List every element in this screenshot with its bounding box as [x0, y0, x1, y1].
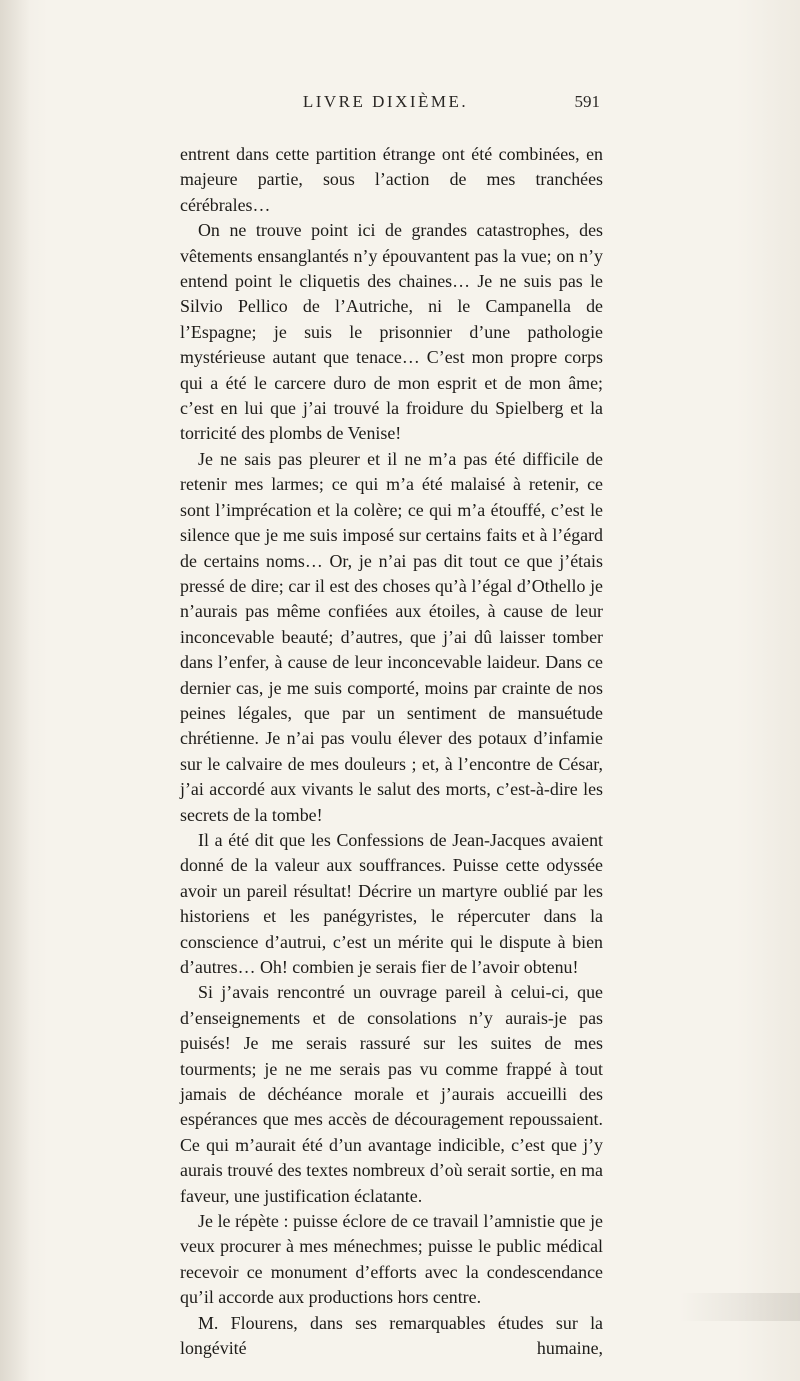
page-edge-shading	[680, 1293, 800, 1321]
paragraph: Je le répète : puisse éclore de ce travail l’amnistie que je veux procurer à mes ménechmes; puisse le public médical recevoir ce monument d’efforts avec la condescendance qu’il accorde aux productions hors centre.	[180, 1211, 603, 1308]
paragraph: Si j’avais rencontré un ouvrage pareil à celui-ci, que d’enseignements et de consolations n’y aurais-je pas puisés! Je me serais rassuré sur les suites de mes tourments; je ne me serais pas vu comme frappé à tout jamais de déchéance morale et j’aurais accueilli des espérances que mes accès de découragement repoussaient. Ce qui m’aurait été d’un avantage indicible, c’est que j’y aurais trouvé des textes nombreux d’où serait sortie, en ma faveur, une justification éclatante.	[180, 982, 603, 1206]
paragraph: On ne trouve point ici de grandes catastrophes, des vêtements ensanglantés n’y épouvantent pas la vue; on n’y entend point le cliquetis des chaines… Je ne suis pas le Silvio Pellico de l’Autriche, ni le Campanella de l’Espagne; je suis le prisonnier d’une pathologie mystérieuse autant que tenace… C’est mon propre corps qui a été le carcere duro de mon esprit et de mon âme; c’est en lui que j’ai trouvé la froidure du Spielberg et la torricité des plombs de Venise!	[180, 220, 603, 444]
page-number: 591	[574, 92, 600, 111]
page-body	[180, 142, 603, 1362]
paragraph-continues: M. Flourens, dans ses remarquables études sur la longévité humaine,	[180, 1312, 603, 1359]
paragraph: Il a été dit que les Confessions de Jean-Jacques avaient donné de la valeur aux souffrances. Puisse cette odyssée avoir un pareil résultat! Décrire un martyre oublié par les historiens et les panégyristes, le répercuter dans la conscience d’autrui, c’est un mérite qui le dispute à bien d’autres… Oh! combien je serais fier de l’avoir obtenu!	[180, 829, 603, 977]
page-gutter-shadow	[0, 0, 30, 1381]
paragraph: Je ne sais pas pleurer et il ne m’a pas été difficile de retenir mes larmes; ce qui m’a été malaisé à retenir, ce sont l’imprécation et la colère; ce qui m’a étouffé, c’est le silence que je me suis imposé sur certains faits et à l’égard de certains noms… Or, je n’ai pas dit tout ce que j’étais pressé de dire; car il est des choses qu’à l’égal d’Othello je n’aurais pas même confiées aux étoiles, à cause de leur inconcevable beauté; d’autres, que j’ai dû laisser tomber dans l’enfer, à cause de leur inconcevable laideur. Dans ce dernier cas, je me suis comporté, moins par crainte de nos peines légales, que par un sentiment de mansuétude chrétienne. Je n’ai pas voulu élever des potaux d’infamie sur le calvaire de mes douleurs ; et, à l’encontre de César, j’ai accordé aux vivants le salut des morts, c’est-à-dire les secrets de la tombe!	[180, 448, 603, 825]
running-title: LIVRE DIXIÈME.	[302, 92, 469, 111]
paragraph-continuation: entrent dans cette partition étrange ont été combinées, en majeure partie, sous l’action de mes tranchées cérébrales…	[180, 144, 603, 215]
